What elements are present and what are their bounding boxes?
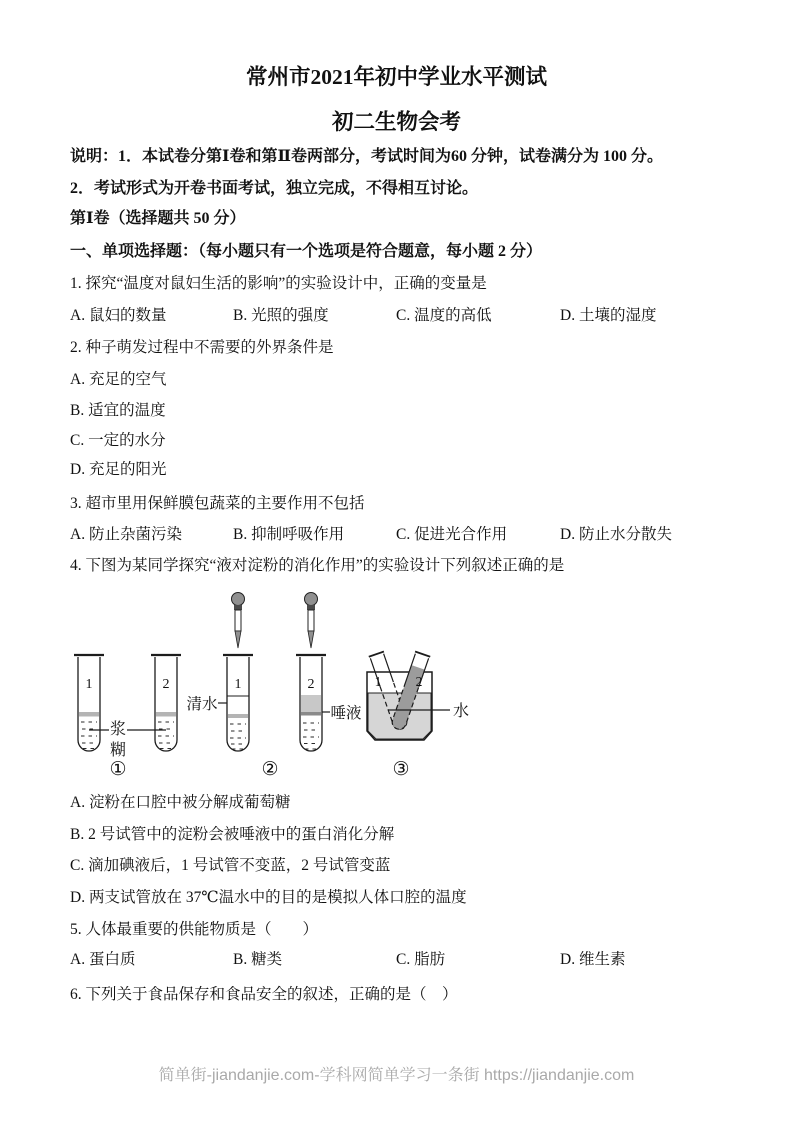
q3-option-a: A. 防止杂菌污染: [70, 526, 182, 543]
paste-surface-band: [156, 712, 176, 717]
paste-dashes: [81, 722, 97, 749]
step-2-circled-number: ②: [261, 759, 279, 780]
exam-note-2: 2．考试形式为开卷书面考试，独立完成，不得相互讨论。: [70, 180, 479, 197]
q2-option-b: B. 适宜的温度: [70, 402, 166, 419]
paper-title: 常州市2021年初中学业水平测试: [245, 65, 547, 89]
q2-option-a: A. 充足的空气: [70, 371, 167, 388]
paste-surface-band: [228, 714, 248, 718]
q2-option-c: C. 一定的水分: [70, 432, 166, 449]
question-1-text: 1. 探究“温度对鼠妇生活的影响”的实验设计中，正确的变量是: [70, 275, 487, 292]
q2-option-d: D. 充足的阳光: [70, 461, 167, 478]
tube-3-number: 1: [234, 677, 242, 692]
saliva-bottom-edge: [301, 712, 321, 716]
question-5-options: [70, 950, 730, 970]
q4-option-d: D. 两支试管放在 37℃温水中的目的是模拟人体口腔的温度: [70, 889, 467, 906]
paste-dashes: [158, 722, 174, 749]
q3-option-b: B. 抑制呼吸作用: [233, 526, 345, 543]
q5-option-c: C. 脂肪: [396, 951, 446, 968]
experiment-diagram: [70, 588, 480, 784]
q3-option-c: C. 促进光合作用: [396, 526, 508, 543]
q1-option-b: B. 光照的强度: [233, 307, 329, 324]
q4-option-a: A. 淀粉在口腔中被分解成葡萄糖: [70, 794, 291, 811]
question-1-options: [70, 306, 730, 326]
tube-1-number: 1: [85, 677, 93, 692]
paper-subtitle: 初二生物会考: [331, 110, 461, 134]
question-6-text: 6. 下列关于食品保存和食品安全的叙述，正确的是（ ）: [70, 986, 458, 1003]
saliva-layer: [301, 695, 321, 712]
question-3-text: 3. 超市里用保鲜膜包蔬菜的主要作用不包括: [70, 495, 365, 512]
paste-surface-band: [79, 712, 99, 717]
water-label: 水: [452, 703, 470, 720]
q3-option-d: D. 防止水分散失: [560, 526, 672, 543]
beaker: [367, 652, 469, 740]
test-tube-4: [296, 655, 326, 751]
q4-option-b: B. 2 号试管中的淀粉会被唾液中的蛋白消化分解: [70, 826, 395, 843]
paste-dashes: [230, 724, 246, 749]
q1-option-d: D. 土壤的湿度: [560, 307, 657, 324]
dropper-icon: [232, 593, 245, 649]
paste-dashes: [303, 723, 319, 749]
q4-option-c: C. 滴加碘液后，1 号试管不变蓝，2 号试管变蓝: [70, 857, 391, 874]
volume-1-title: 第Ⅰ卷（选择题共 50 分）: [70, 210, 246, 227]
clear-water-label: 清水: [186, 696, 218, 713]
exam-note-1: 说明：1．本试卷分第Ⅰ卷和第Ⅱ卷两部分，考试时间为60 分钟，试卷满分为 100 分。: [70, 148, 663, 165]
saliva-label: 唾液: [330, 705, 362, 722]
footer-watermark: 简单街-jiandanjie.com-学科网简单学习一条街 https://jiandanjie.com: [158, 1067, 635, 1084]
question-2-text: 2. 种子萌发过程中不需要的外界条件是: [70, 339, 334, 356]
step-1-circled-number: ①: [109, 759, 127, 780]
test-tube-1: [74, 655, 104, 751]
step-3-circled-number: ③: [392, 759, 410, 780]
paste-label-char2: 糊: [109, 742, 127, 759]
question-5-text: 5. 人体最重要的供能物质是（ ）: [70, 921, 319, 938]
q5-option-b: B. 糖类: [233, 951, 283, 968]
test-tube-2: [151, 655, 181, 751]
q5-option-d: D. 维生素: [560, 951, 626, 968]
q1-option-a: A. 鼠妇的数量: [70, 307, 167, 324]
q5-option-a: A. 蛋白质: [70, 951, 136, 968]
section-1-title: 一、单项选择题：（每小题只有一个选项是符合题意，每小题 2 分）: [70, 243, 543, 260]
beaker-tube-1-number: 1: [374, 674, 382, 689]
question-3-options: [70, 525, 730, 545]
dropper-icon: [305, 593, 318, 649]
test-tube-3: [223, 655, 253, 751]
question-4-text: 4. 下图为某同学探究“液对淀粉的消化作用”的实验设计下列叙述正确的是: [70, 557, 565, 574]
tube-2-number: 2: [162, 677, 170, 692]
q1-option-c: C. 温度的高低: [396, 307, 492, 324]
beaker-tube-2-number: 2: [415, 674, 423, 689]
tube-4-number: 2: [307, 677, 315, 692]
paste-label-char1: 浆: [109, 721, 127, 738]
